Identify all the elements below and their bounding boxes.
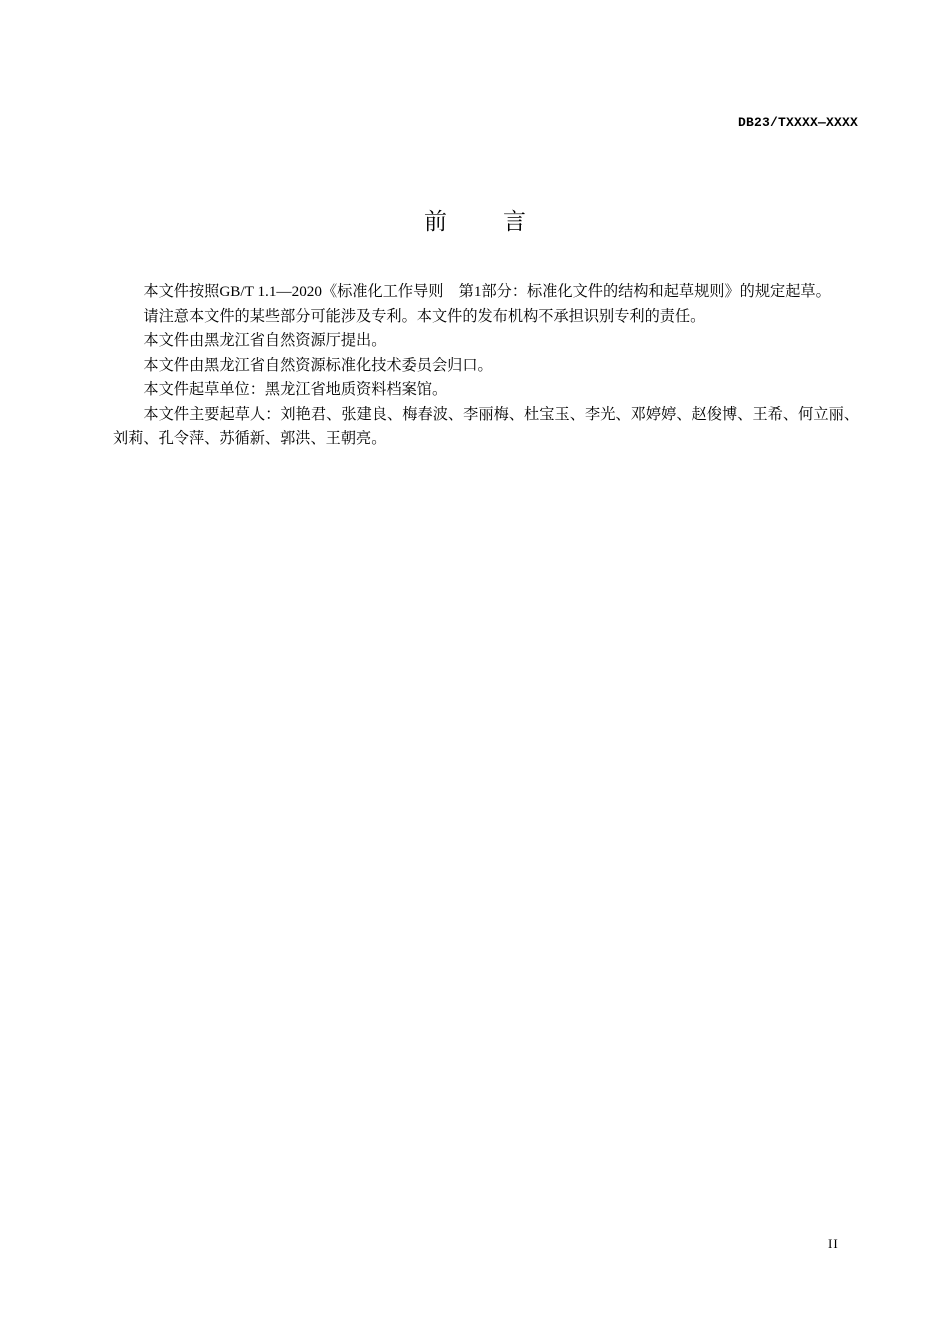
title-char: 前 <box>424 209 447 235</box>
paragraph-drafting-unit: 本文件起草单位：黑龙江省地质资料档案馆。 <box>143 381 448 398</box>
page-number: II <box>828 1236 839 1251</box>
paragraph-proposer: 本文件由黑龙江省自然资源厅提出。 <box>143 332 387 349</box>
paragraph-standard-basis: 本文件按照GB/T 1.1—2020《标准化工作导则 第1部分：标准化文件的结构和起草规则》的规定起草。 <box>143 283 831 300</box>
page-title <box>0 203 950 236</box>
foreword-body <box>113 280 859 452</box>
paragraph-administrator: 本文件由黑龙江省自然资源标准化技术委员会归口。 <box>143 356 493 374</box>
title-char: 言 <box>503 209 526 235</box>
document-code: DB23/TXXXX—XXXX <box>737 115 858 130</box>
paragraph-drafters: 本文件主要起草人：刘艳君、张建良、梅春波、李丽梅、杜宝玉、李光、邓婷婷、赵俊博、王希、何立丽、刘莉、孔令萍、苏循新、郭洪、王朝亮。 <box>113 405 859 447</box>
paragraph-patent-notice: 请注意本文件的某些部分可能涉及专利。本文件的发布机构不承担识别专利的责任。 <box>143 307 706 325</box>
